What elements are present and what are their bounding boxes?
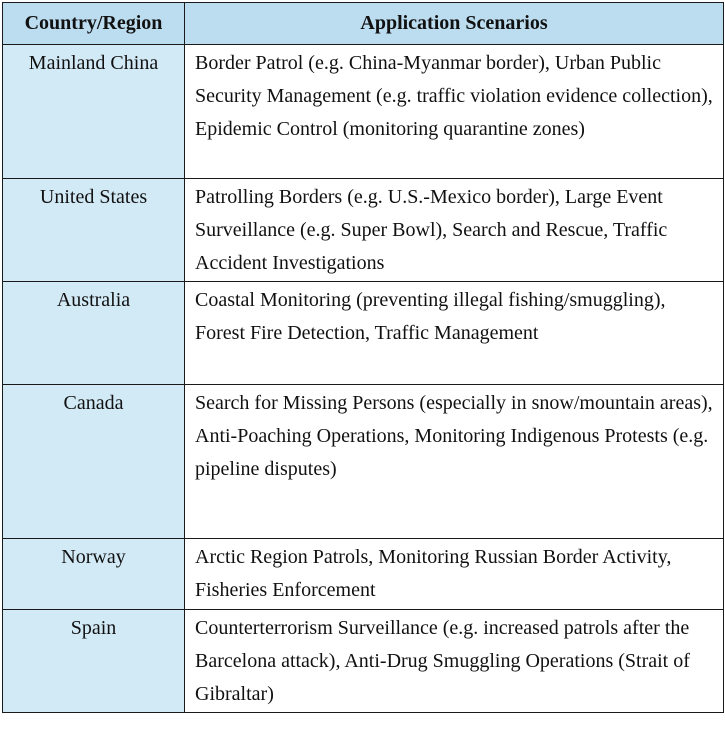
table-row [3,610,724,713]
country-cell: Canada [3,385,185,539]
scenarios-cell: Coastal Monitoring (preventing illegal fishing/smuggling), Forest Fire Detection, Traffic Management [185,282,724,385]
header-country-region: Country/Region [3,3,185,45]
table-row [3,282,724,385]
scenarios-cell: Counterterrorism Surveillance (e.g. increased patrols after the Barcelona attack), Anti-Drug Smuggling Operations (Strait of Gibraltar) [185,610,724,713]
country-cell: Norway [3,539,185,610]
table-row [3,539,724,610]
header-row [3,3,724,45]
scenarios-cell: Patrolling Borders (e.g. U.S.-Mexico border), Large Event Surveillance (e.g. Super Bowl), Search and Rescue, Traffic Accident Investigations [185,179,724,282]
table-row [3,179,724,282]
header-application-scenarios: Application Scenarios [185,3,724,45]
scenarios-cell: Border Patrol (e.g. China-Myanmar border), Urban Public Security Management (e.g. traffic violation evidence collection), Epidemic Control (monitoring quarantine zones) [185,45,724,179]
table-row [3,385,724,539]
country-cell: Spain [3,610,185,713]
country-cell: Australia [3,282,185,385]
scenarios-cell: Arctic Region Patrols, Monitoring Russian Border Activity, Fisheries Enforcement [185,539,724,610]
table-row [3,45,724,179]
scenarios-cell: Search for Missing Persons (especially in snow/mountain areas), Anti-Poaching Operations, Monitoring Indigenous Protests (e.g. pipeline disputes) [185,385,724,539]
country-cell: United States [3,179,185,282]
scenarios-table [2,2,724,713]
country-cell: Mainland China [3,45,185,179]
